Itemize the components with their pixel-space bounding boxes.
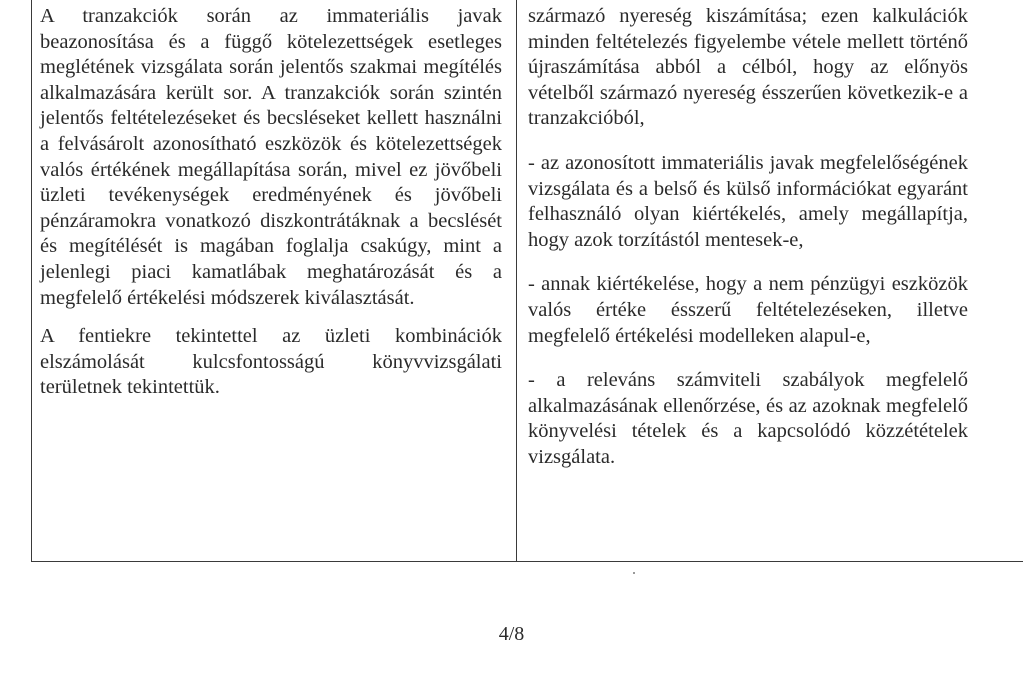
page-number: 4/8 bbox=[498, 623, 525, 645]
left-column-cell bbox=[40, 4, 502, 414]
left-paragraph-2: A fentiekre tekintettel az üzleti kombinációk elszámolását kulcsfontosságú könyvvizsgálati területnek tekintettük. bbox=[40, 325, 502, 399]
right-paragraph-4: - a releváns számviteli szabályok megfelelő alkalmazásának ellenőrzése, és az azoknak megfelelő könyvelési tételek és a kapcsolódó közzétételek vizsgálata. bbox=[528, 369, 968, 468]
right-paragraph-3: - annak kiértékelése, hogy a nem pénzügyi eszközök valós értéke ésszerű feltételezéseken, illetve megfelelő értékelési modelleken alapul-e, bbox=[528, 273, 968, 347]
column-divider bbox=[516, 0, 517, 562]
left-paragraph-1: A tranzakciók során az immateriális javak beazonosítása és a függő kötelezettségek esetleges meglétének vizsgálata során jelentős szakmai megítélés alkalmazására került sor. A tranzakciók során szintén jelentős feltételezéseket és becsléseket kellett használni a felvásárolt azonosítható eszközök és kötelezettségek valós értékének megállapítása során, mivel ez jövőbeli üzleti tevékenységek eredményének és jövőbeli pénzáramokra vonatkozó diszkontrátáknak a becslését és megítélését is magában foglalja csakúgy, mint a jelenlegi piaci kamatlábak meghatározását és a megfelelő értékelési módszerek kiválasztását. bbox=[40, 5, 502, 309]
right-column-cell bbox=[528, 4, 968, 490]
right-paragraph-1: származó nyereség kiszámítása; ezen kalkulációk minden feltételezés figyelembe vétele mellett történő újraszámítása abból a célból, hogy az előnyös vételből származó nyereség ésszerűen következik-e a tranzakcióból, bbox=[528, 5, 968, 130]
right-paragraph-2: - az azonosított immateriális javak megfelelőségének vizsgálata és a belső és külső információkat egyaránt felhasználó olyan kiértékelés, amely megállapítja, hogy azok torzítástól mentesek-e, bbox=[528, 151, 968, 251]
scan-speck bbox=[633, 572, 635, 574]
